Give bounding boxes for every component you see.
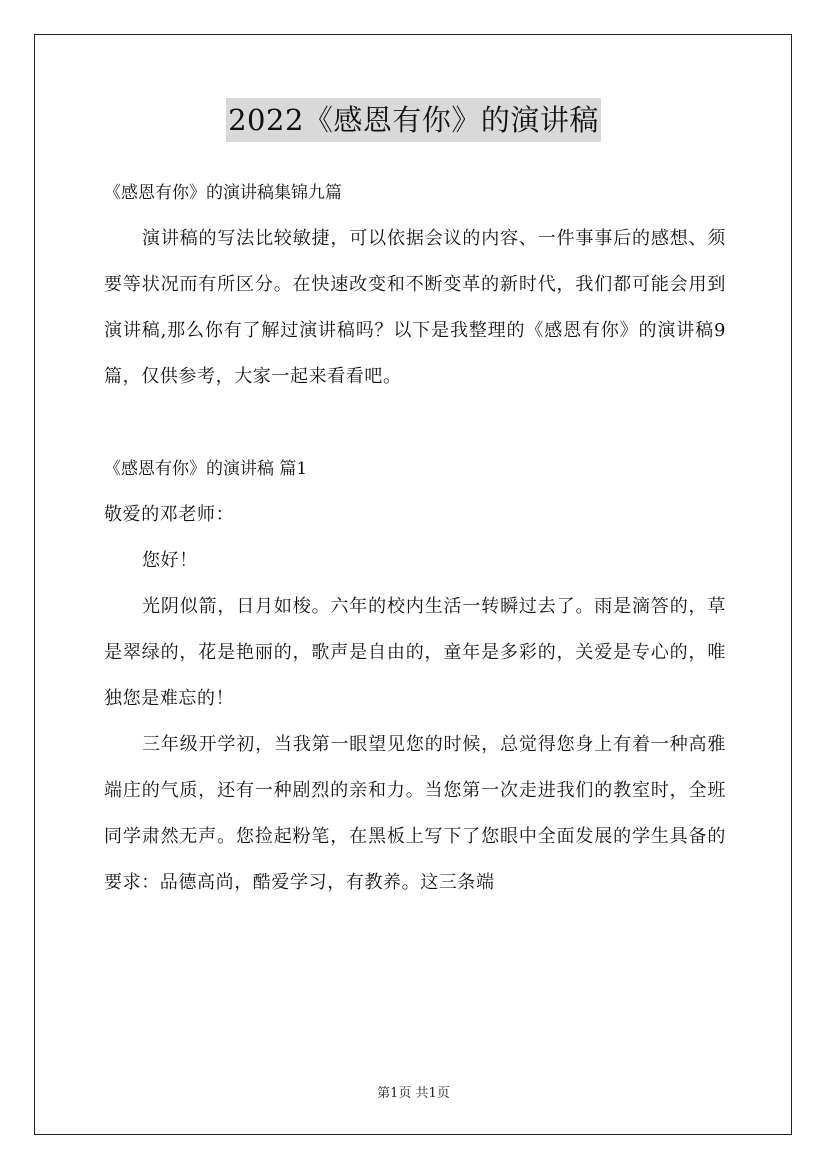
document-title: 2022《感恩有你》的演讲稿: [226, 98, 601, 142]
document-subtitle: 《感恩有你》的演讲稿集锦九篇: [104, 183, 342, 203]
document-body: [104, 170, 726, 906]
body-paragraph-1: 光阴似箭，日月如梭。六年的校内生活一转瞬过去了。雨是滴答的，草是翠绿的，花是艳丽的，歌声是自由的，童年是多彩的，关爱是专心的，唯独您是难忘的！: [104, 596, 726, 709]
section-spacer: [104, 400, 726, 446]
greeting: 您好！: [142, 550, 198, 571]
body-paragraph-2: 三年级开学初，当我第一眼望见您的时候，总觉得您身上有着一种高雅端庄的气质，还有一种剧烈的亲和力。当您第一次走进我们的教室时，全班同学肃然无声。您捡起粉笔，在黑板上写下了您眼中全面发展的学生具备的要求：品德高尚，酷爱学习，有教养。这三条端: [104, 734, 726, 893]
salutation: 敬爱的邓老师：: [104, 504, 235, 525]
section-heading: 《感恩有你》的演讲稿 篇1: [104, 459, 308, 479]
page-footer: 第1页 共1页: [377, 1086, 450, 1101]
intro-paragraph: 演讲稿的写法比较敏捷，可以依据会议的内容、一件事事后的感想、须要等状况而有所区分。在快速改变和不断变革的新时代，我们都可能会用到演讲稿,那么你有了解过演讲稿吗？以下是我整理的《感恩有你》的演讲稿9篇，仅供参考，大家一起来看看吧。: [104, 228, 726, 387]
title-container: [0, 98, 827, 142]
